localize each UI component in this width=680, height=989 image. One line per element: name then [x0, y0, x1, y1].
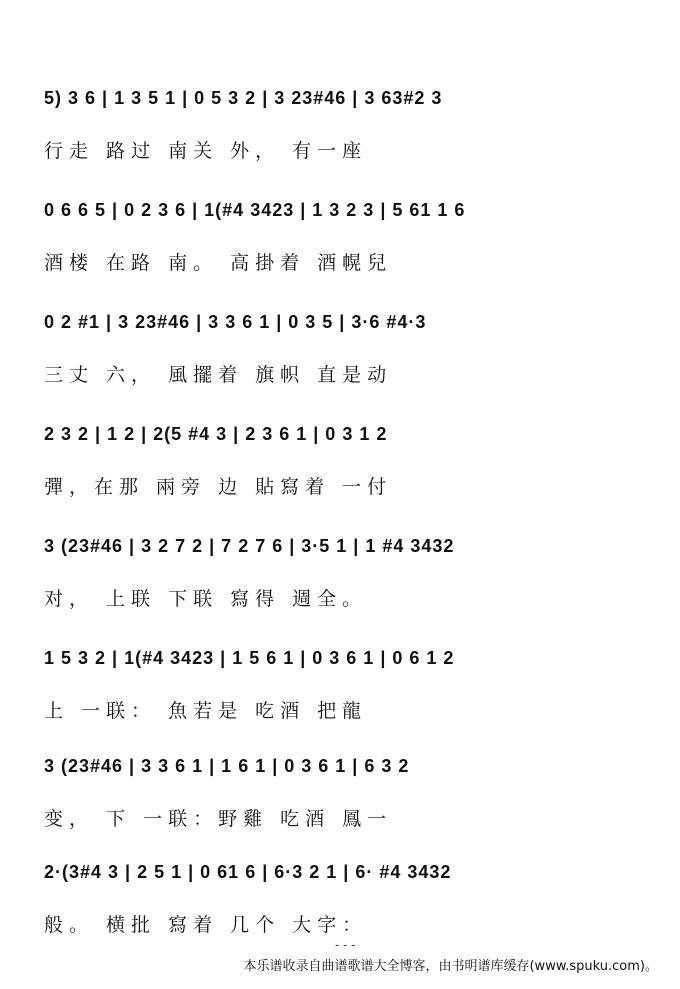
lyrics-line: 彈，在那 兩旁 边 貼寫着 一付	[44, 476, 393, 498]
music-system-6	[44, 648, 654, 758]
source-footer: 本乐谱收录自曲谱歌谱大全博客，由书明谱库缓存(www.spuku.com)。	[243, 959, 658, 974]
music-system-5	[44, 536, 654, 646]
music-system-1	[44, 88, 654, 198]
lyrics-line: 酒楼 在路 南。 高掛着 酒幌兒	[44, 252, 393, 274]
numbered-notation-line: 2·(3#4 3 | 2 5 1 | 0 61 6 | 6·3 2 1 | 6· #4 3432	[44, 862, 452, 882]
lyrics-line: 变， 下 一联：野雞 吃酒 鳳一	[44, 808, 393, 830]
numbered-notation-line: 0 6 6 5 | 0 2 3 6 | 1(#4 3423 | 1 3 2 3 | 5 61 1 6	[44, 200, 466, 220]
lyrics-line: 对， 上联 下联 寫得 週全。	[44, 588, 368, 610]
music-system-4	[44, 424, 654, 534]
page-number: - - -	[335, 938, 356, 952]
numbered-notation-line: 3 (23#46 | 3 3 6 1 | 1 6 1 | 0 3 6 1 | 6 3 2	[44, 756, 410, 776]
lyrics-line: 般。 横批 寫着 几个 大字：	[44, 914, 368, 936]
music-system-2	[44, 200, 654, 310]
lyrics-line: 行走 路过 南关 外， 有一座	[44, 140, 368, 162]
numbered-notation-line: 3 (23#46 | 3 2 7 2 | 7 2 7 6 | 3·5 1 | 1 #4 3432	[44, 536, 455, 556]
numbered-notation-line: 5) 3 6 | 1 3 5 1 | 0 5 3 2 | 3 23#46 | 3 63#2 3	[44, 88, 443, 108]
numbered-notation-line: 0 2 #1 | 3 23#46 | 3 3 6 1 | 0 3 5 | 3·6 #4·3	[44, 312, 427, 332]
lyrics-line: 上 一联： 魚若是 吃酒 把龍	[44, 700, 368, 722]
lyrics-line: 三丈 六， 風擺着 旗帜 直是动	[44, 364, 393, 386]
numbered-notation-line: 2 3 2 | 1 2 | 2(5 #4 3 | 2 3 6 1 | 0 3 1 2	[44, 424, 388, 444]
music-system-7	[44, 756, 654, 866]
music-system-3	[44, 312, 654, 422]
numbered-notation-line: 1 5 3 2 | 1(#4 3423 | 1 5 6 1 | 0 3 6 1 | 0 6 1 2	[44, 648, 455, 668]
